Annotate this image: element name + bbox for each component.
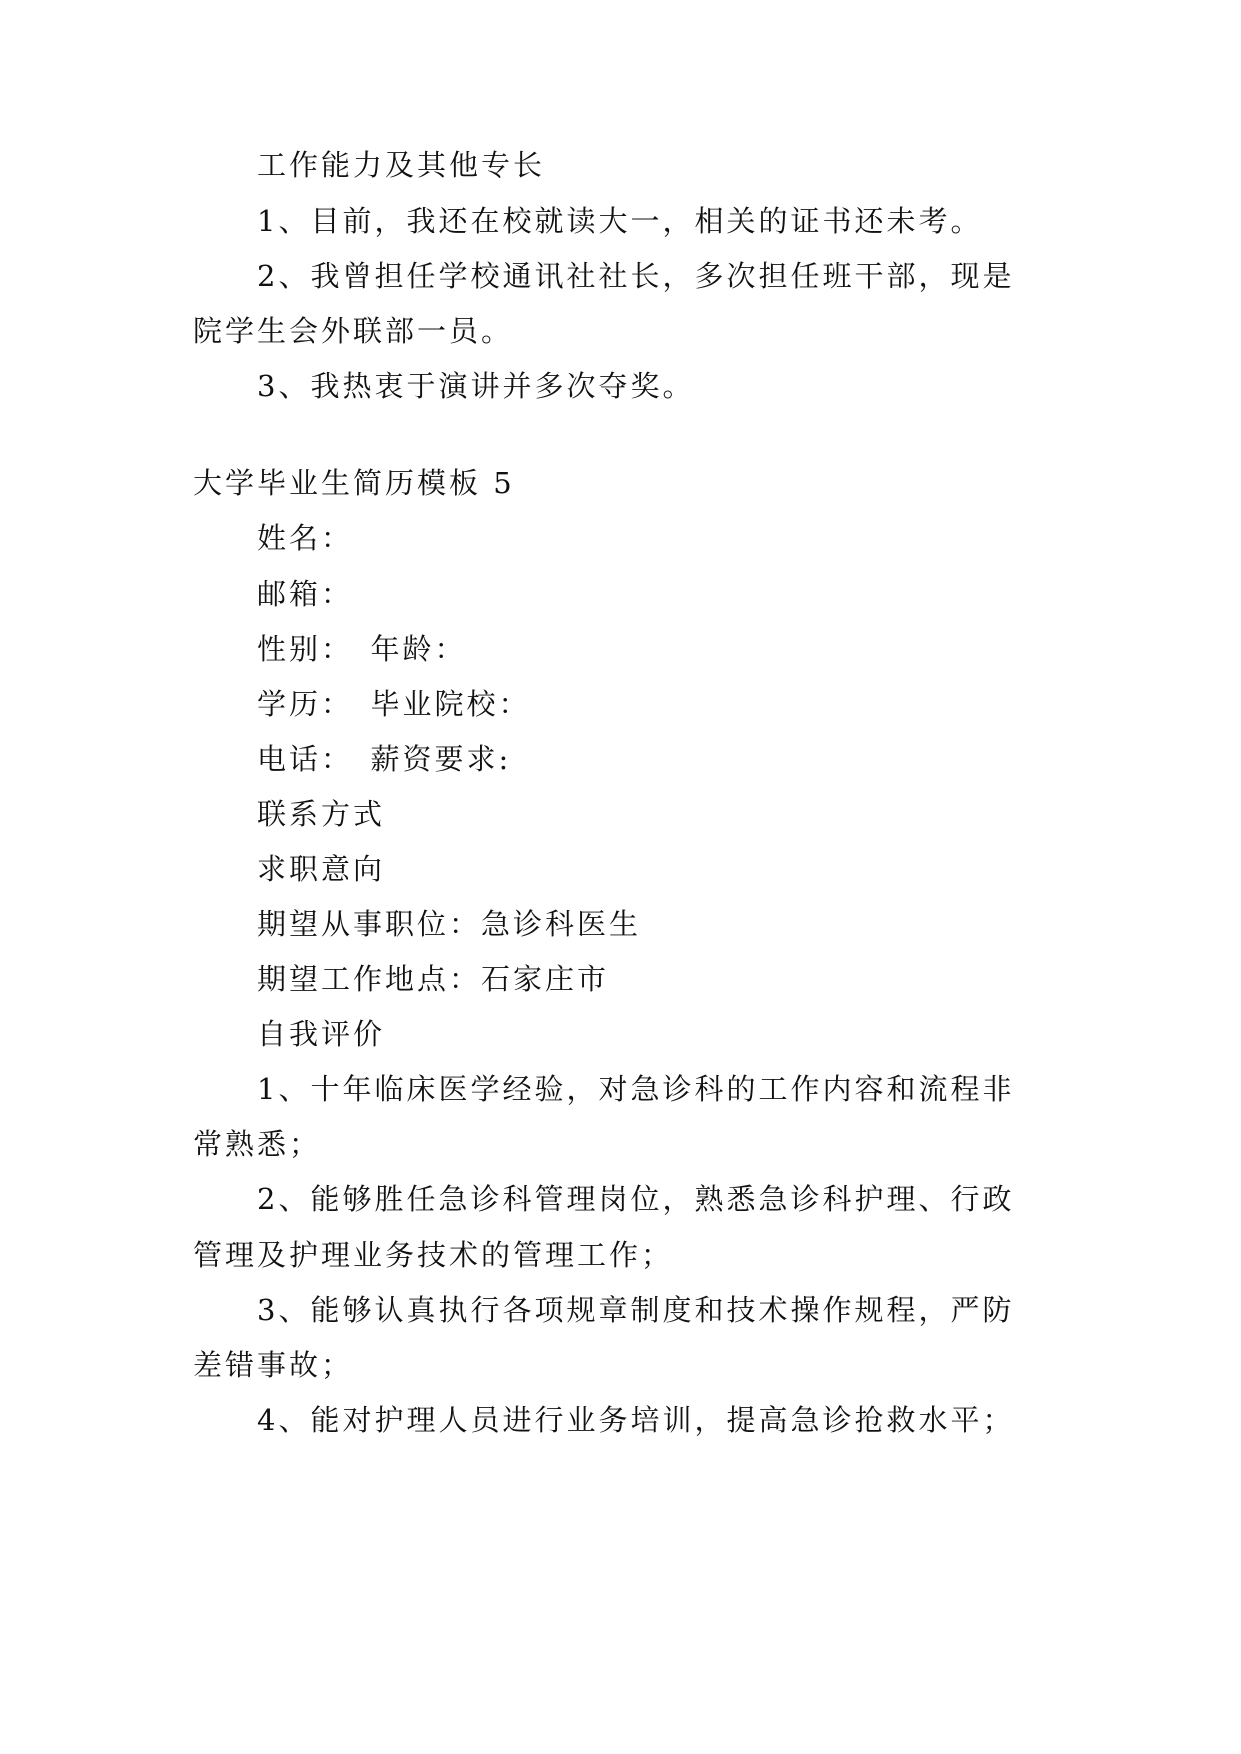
gender-age-label: 性别： 年龄： [257,632,467,666]
expected-location: 期望工作地点：石家庄市 [257,962,610,996]
evaluation-3-line-1: 3、能够认真执行各项规章制度和技术操作规程，严防 [257,1293,1015,1327]
name-label: 姓名： [257,521,354,555]
evaluation-2-line-1: 2、能够胜任急诊科管理岗位，熟悉急诊科护理、行政 [257,1182,1015,1216]
paragraph-2-line-1: 2、我曾担任学校通讯社社长，多次担任班干部，现是 [257,259,1015,293]
section-heading-work-ability: 工作能力及其他专长 [257,148,546,182]
paragraph-2-line-2: 院学生会外联部一员。 [193,314,514,348]
evaluation-1-line-2: 常熟悉； [193,1127,322,1161]
evaluation-3-line-2: 差错事故； [193,1348,354,1382]
paragraph-1: 1、目前，我还在校就读大一，相关的证书还未考。 [257,204,983,238]
phone-salary-label: 电话： 薪资要求: [257,742,512,776]
evaluation-4: 4、能对护理人员进行业务培训，提高急诊抢救水平； [257,1403,1015,1437]
evaluation-2-line-2: 管理及护理业务技术的管理工作； [193,1238,674,1272]
education-school-label: 学历： 毕业院校： [257,687,531,721]
paragraph-3: 3、我热衷于演讲并多次夺奖。 [257,369,695,403]
template-title: 大学毕业生简历模板 5 [193,466,515,500]
intention-heading: 求职意向 [257,852,386,886]
expected-position: 期望从事职位：急诊科医生 [257,907,642,941]
self-evaluation-heading: 自我评价 [257,1017,386,1051]
contact-heading: 联系方式 [257,797,386,831]
evaluation-1-line-1: 1、十年临床医学经验，对急诊科的工作内容和流程非 [257,1072,1015,1106]
email-label: 邮箱： [257,577,354,611]
